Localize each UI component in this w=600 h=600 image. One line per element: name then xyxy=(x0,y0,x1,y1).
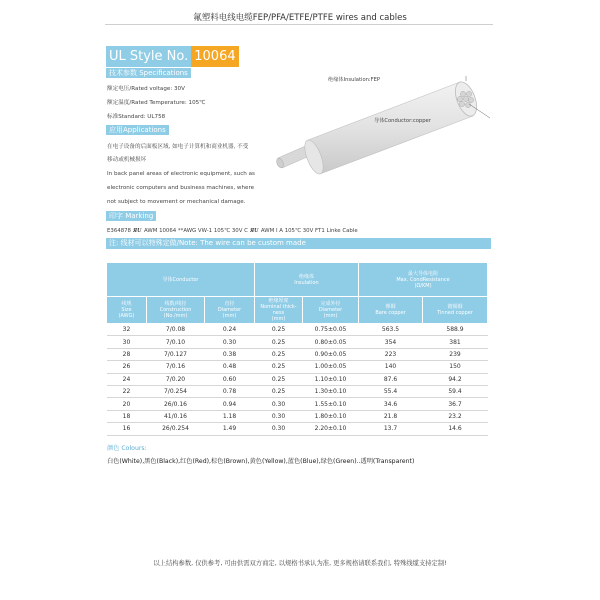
column-header-construction xyxy=(147,297,205,324)
cell-construction: 7/0.16 xyxy=(147,361,205,373)
table-row xyxy=(107,373,488,385)
cell-tinned-copper: 23.2 xyxy=(423,410,488,422)
cell-construction: 7/0.08 xyxy=(147,324,205,336)
column-diameter-en: Diameter xyxy=(217,307,242,313)
footer-note: 以上结构参数, 仅供参考, 可由供需双方商定, 以规格书承认为准, 更多规格请联系我们, 特殊线缆支持定制! xyxy=(153,560,447,567)
cell-construction: 7/0.254 xyxy=(147,385,205,397)
column-tinned-copper-en: Tinned copper xyxy=(437,310,473,316)
cell-size: 24 xyxy=(107,373,147,385)
cell-diameter: 1.18 xyxy=(205,410,255,422)
column-outer-diameter-unit: (mm) xyxy=(323,313,338,319)
cell-bare-copper: 21.8 xyxy=(359,410,423,422)
resistance-group-en: Max. CondResistance xyxy=(396,276,450,283)
column-header-bare-copper xyxy=(359,297,423,324)
column-bare-copper-en: Bare copper xyxy=(375,310,406,316)
cell-outer-diameter: 1.80±0.10 xyxy=(303,410,359,422)
cell-size: 26 xyxy=(107,361,147,373)
spec-rated-temperature: 额定温度/Rated Temperature: 105℃ xyxy=(107,100,206,106)
cell-size: 16 xyxy=(107,423,147,435)
colors-list: 白色(White),黑色(Black),红色(Red),棕色(Brown),黄色(Yellow),蓝色(Blue),绿色(Green)..透明(Transparent) xyxy=(107,458,415,465)
cell-diameter: 0.48 xyxy=(205,361,255,373)
column-thickness-unit: ness xyxy=(272,310,285,316)
style-title xyxy=(106,46,239,67)
cell-size: 20 xyxy=(107,398,147,410)
cell-construction: 7/0.20 xyxy=(147,373,205,385)
svg-text:ЯU: ЯU xyxy=(249,228,259,233)
column-diameter-cn: 直径 xyxy=(224,301,235,307)
table-row xyxy=(107,398,488,410)
column-thickness-en: Nominal thick- xyxy=(260,304,297,310)
specification-table xyxy=(106,262,488,436)
spec-table-wrapper xyxy=(106,262,487,436)
svg-text:ЯU: ЯU xyxy=(132,228,142,233)
column-outer-diameter-cn: 完成外径 xyxy=(320,301,341,307)
cell-bare-copper: 354 xyxy=(359,336,423,348)
cell-outer-diameter: 1.00±0.05 xyxy=(303,361,359,373)
cell-bare-copper: 140 xyxy=(359,361,423,373)
resistance-group-unit: (Ω/KM) xyxy=(414,282,432,289)
cell-bare-copper: 34.6 xyxy=(359,398,423,410)
insulation-group-header xyxy=(255,263,359,297)
column-header-outer-diameter xyxy=(303,297,359,324)
column-bare-copper-cn: 裸铜 xyxy=(385,304,396,310)
cell-thickness: 0.25 xyxy=(255,373,303,385)
style-title-prefix: UL Style No. xyxy=(106,46,191,67)
cell-diameter: 0.24 xyxy=(205,324,255,336)
column-construction-unit: (No./mm) xyxy=(163,313,188,319)
resistance-group-header xyxy=(359,263,488,297)
cell-outer-diameter: 1.55±0.10 xyxy=(303,398,359,410)
cell-tinned-copper: 14.6 xyxy=(423,423,488,435)
cell-construction: 26/0.16 xyxy=(147,398,205,410)
cell-diameter: 0.94 xyxy=(205,398,255,410)
cell-diameter: 0.60 xyxy=(205,373,255,385)
cable-illustration xyxy=(270,74,500,184)
header-divider xyxy=(105,24,493,25)
cell-bare-copper: 87.6 xyxy=(359,373,423,385)
cell-tinned-copper: 94.2 xyxy=(423,373,488,385)
table-row xyxy=(107,348,488,360)
cell-bare-copper: 13.7 xyxy=(359,423,423,435)
cell-bare-copper: 223 xyxy=(359,348,423,360)
marking-file-number: E364878 xyxy=(107,227,131,234)
cell-size: 32 xyxy=(107,324,147,336)
ul-recognized-icon-2 xyxy=(250,226,259,235)
application-line-5: not subject to movement or mechanical damage. xyxy=(107,199,246,205)
resistance-group-cn: 最大导体电阻 xyxy=(408,270,439,277)
cell-size: 18 xyxy=(107,410,147,422)
ul-recognized-icon xyxy=(133,226,142,235)
table-row xyxy=(107,324,488,336)
application-line-3: In back panel areas of electronic equipment, such as xyxy=(107,171,255,177)
cell-size: 22 xyxy=(107,385,147,397)
insulation-group-cn: 绝缘体 xyxy=(299,273,315,280)
cell-outer-diameter: 2.20±0.10 xyxy=(303,423,359,435)
style-number: 10064 xyxy=(191,46,238,67)
column-header-thickness xyxy=(255,297,303,324)
page-header-title: 氟塑料电线电缆FEP/PFA/ETFE/PTFE wires and cables xyxy=(193,13,407,23)
spec-rated-voltage: 额定电压/Rated voltage: 30V xyxy=(107,86,185,92)
cell-construction: 26/0.254 xyxy=(147,423,205,435)
table-row xyxy=(107,336,488,348)
column-header-size xyxy=(107,297,147,324)
colors-label: 颜色 Colours: xyxy=(107,445,147,452)
cell-size: 30 xyxy=(107,336,147,348)
cell-thickness: 0.30 xyxy=(255,423,303,435)
table-row xyxy=(107,423,488,435)
marking-part-awm: AWM 10064 **AWG VW-1 105℃ 30V C xyxy=(143,227,248,234)
conductor-group-header: 导体Conductor xyxy=(107,263,255,297)
column-header-diameter xyxy=(205,297,255,324)
cell-construction: 7/0.127 xyxy=(147,348,205,360)
column-tinned-copper-cn: 镀锡铜 xyxy=(447,304,463,310)
column-diameter-unit: (mm) xyxy=(222,313,237,319)
table-row xyxy=(107,385,488,397)
cell-outer-diameter: 1.10±0.10 xyxy=(303,373,359,385)
application-line-1: 在电子设备的后面板区域, 如电子计算机和商业机器, 不受 xyxy=(107,144,249,150)
column-outer-diameter-en: Diameter xyxy=(318,307,343,313)
marking-part-cable: AWM I A 105℃ 30V FT1 Linke Cable xyxy=(260,227,358,234)
cell-tinned-copper: 59.4 xyxy=(423,385,488,397)
application-line-4: electronic computers and business machines, where xyxy=(107,185,255,191)
cell-bare-copper: 563.5 xyxy=(359,324,423,336)
cell-tinned-copper: 239 xyxy=(423,348,488,360)
cell-thickness: 0.30 xyxy=(255,398,303,410)
column-thickness-cn: 绝缘厚度 xyxy=(268,298,289,304)
cell-bare-copper: 55.4 xyxy=(359,385,423,397)
column-size-cn: 线规 xyxy=(121,301,132,307)
table-row xyxy=(107,361,488,373)
cell-thickness: 0.25 xyxy=(255,361,303,373)
marking-heading: 印字 Marking xyxy=(106,211,156,221)
column-header-tinned-copper xyxy=(423,297,488,324)
cell-size: 28 xyxy=(107,348,147,360)
cell-diameter: 0.30 xyxy=(205,336,255,348)
column-size-en: Size xyxy=(121,307,132,313)
cell-outer-diameter: 0.80±0.05 xyxy=(303,336,359,348)
custom-note-bar: 注: 线材可以特殊定做/Note: The wire can be custom made xyxy=(106,238,491,249)
cell-tinned-copper: 36.7 xyxy=(423,398,488,410)
cell-thickness: 0.25 xyxy=(255,324,303,336)
cell-thickness: 0.25 xyxy=(255,348,303,360)
cell-tinned-copper: 150 xyxy=(423,361,488,373)
cell-diameter: 0.38 xyxy=(205,348,255,360)
insulation-label: 绝缘体Insulation:FEP xyxy=(328,77,381,83)
table-row xyxy=(107,410,488,422)
cell-outer-diameter: 0.75±0.05 xyxy=(303,324,359,336)
cell-construction: 41/0.16 xyxy=(147,410,205,422)
column-thickness-mm: (mm) xyxy=(271,316,286,322)
cell-outer-diameter: 0.90±0.05 xyxy=(303,348,359,360)
cell-construction: 7/0.10 xyxy=(147,336,205,348)
cell-diameter: 0.78 xyxy=(205,385,255,397)
cell-outer-diameter: 1.30±0.10 xyxy=(303,385,359,397)
cable-diagram xyxy=(270,74,500,184)
cell-thickness: 0.25 xyxy=(255,385,303,397)
column-size-unit: (AWG) xyxy=(118,313,135,319)
spec-standard: 标准Standard: UL758 xyxy=(107,114,166,120)
column-construction-en: Construction xyxy=(159,307,192,313)
cell-thickness: 0.25 xyxy=(255,336,303,348)
column-construction-cn: 线数/线径 xyxy=(164,301,187,307)
specifications-heading: 技术参数 Specifications xyxy=(106,68,191,78)
applications-heading: 应用Applications xyxy=(106,125,169,135)
marking-text xyxy=(107,226,358,235)
insulation-group-en: Insulation xyxy=(294,279,319,286)
application-line-2: 移动或机械损坏 xyxy=(107,157,147,163)
cell-thickness: 0.30 xyxy=(255,410,303,422)
conductor-label: 导体Conductor:copper xyxy=(374,118,431,124)
cell-tinned-copper: 381 xyxy=(423,336,488,348)
cell-diameter: 1.49 xyxy=(205,423,255,435)
cell-tinned-copper: 588.9 xyxy=(423,324,488,336)
